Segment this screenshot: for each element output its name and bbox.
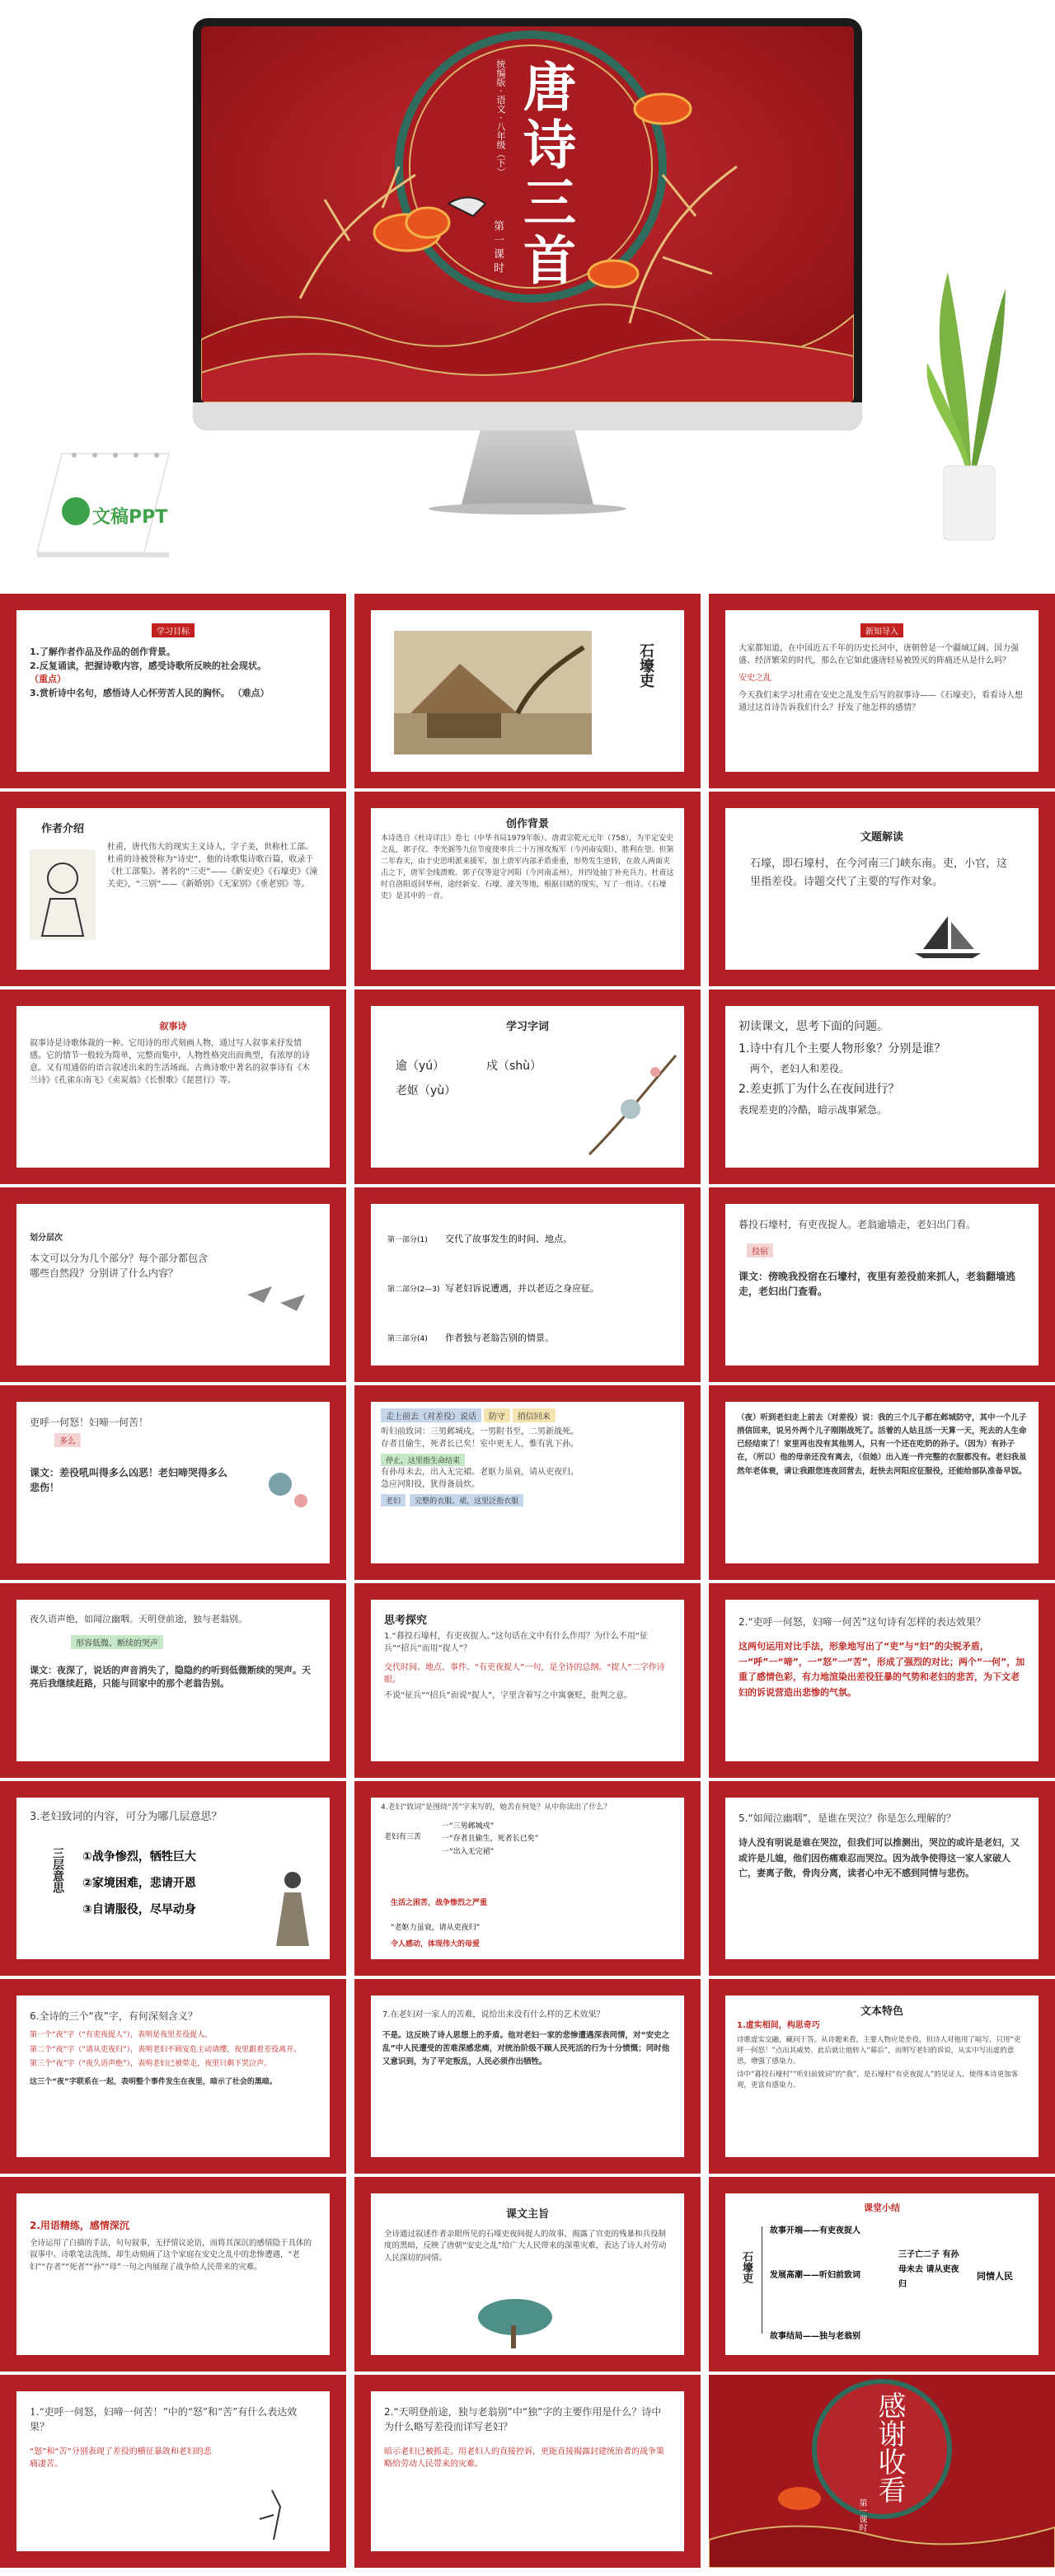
slide-body (16, 637, 330, 700)
slide-poet-attitude (354, 1979, 701, 2174)
figure-icon (260, 1864, 326, 1954)
slide-title-explain (709, 792, 1055, 986)
summary-emotion: 同情人民 (977, 2271, 1013, 2282)
annotation-tag: 防守 (484, 1408, 510, 1422)
slide-card (371, 1995, 684, 2157)
slide-vocabulary (354, 990, 701, 1184)
discussion-answer: 交代时间、地点、事件。“有吏夜捉人”一句，是全诗的总纲。“捉人”二字作诗眼。 (384, 1663, 665, 1685)
night-1: 第一个“夜”字（“有吏夜捉人”），表明是夜里差役捉人。 (30, 2031, 213, 2039)
part-1-text: 交代了故事发生的时间、地点。 (445, 1234, 572, 1244)
feature-heading: 1.虚实相间，构思奇巧 (737, 2021, 820, 2030)
slide-structure-question (0, 1187, 346, 1382)
feature-text: 诗歌虚实交融，藏问于答。从诗题来看，主要人物应是差役，但诗人对他用了暗写，只用“吏呼一何怒！”点出其威势。此后就让他转入“幕后”，而明写老妇的诉说，从实中写出虚的意思，增强了感染力。 (737, 2036, 1021, 2066)
slide-line-4 (0, 1583, 346, 1778)
vocab-1: 逾（yú） (396, 1060, 445, 1073)
poem-title: 石壕吏 (637, 643, 654, 688)
poem-line: 急应河阳役，犹得备晨炊。 (381, 1480, 480, 1489)
slide-speech-layers (0, 1781, 346, 1976)
slide-title: 学习字词 (505, 1021, 549, 1033)
night-summary: 这三个“夜”字联系在一起，表明整个事件发生在夜里，暗示了社会的黑暗。 (30, 2077, 277, 2086)
goal-3: 3.赏析诗中名句，感悟诗人心怀劳苦人民的胸怀。 （难点） (30, 687, 270, 698)
cover-title: 唐诗三首 (514, 59, 576, 290)
cover-lesson: 第一课时 (491, 220, 504, 276)
discussion-question: 3.老妇致词的内容，可分为哪几层意思？ (30, 1811, 223, 1823)
slide-line-3 (354, 1385, 701, 1580)
slide-title: 文本特色 (860, 2005, 903, 2018)
part-2-label: 第二部分(2—3) (387, 1286, 440, 1294)
plant-icon (923, 264, 1014, 544)
slide-card (371, 1204, 684, 1366)
slide-card (371, 1402, 684, 1563)
night-3: 第三个“夜”字（“夜久语声绝”），表明老妇已被带走，夜里只剩下哭泣声。 (30, 2060, 272, 2068)
structure-question-1: 本文可以分为几个部分？每个部分都包含 (30, 1253, 209, 1264)
structure-label: 划分层次 (30, 1234, 63, 1243)
slide-exercise-2 (354, 2375, 701, 2568)
reading-prompt: 初读课文，思考下面的问题。 (738, 1020, 889, 1033)
slide-first-reading (709, 990, 1055, 1184)
village-painting (394, 631, 592, 754)
summary-ending: 故事结局——独与老翁别 (770, 2332, 860, 2341)
discussion-answer: 不是。这反映了诗人思想上的矛盾。他对老妇一家的悲惨遭遇深表同情，对“安史之乱”中人民遭受的苦难深感悲痛，对统治阶级不顾人民死活的行为十分愤慨；同时他又意识到，为了平定叛乱，人民必须作出牺牲。 (382, 2031, 670, 2067)
slide-weeping (709, 1781, 1055, 1976)
slide-features-1 (709, 1979, 1055, 2174)
translation: 课文：傍晚我投宿在石壕村，夜里有差役前来抓人，老翁翻墙逃走，老妇出门查看。 (738, 1271, 1016, 1297)
slide-tag: 课堂小结 (864, 2202, 900, 2213)
intro-question: 今天我们来学习杜甫在安史之乱发生后写的叙事诗——《石壕吏》，看看诗人想通过这首诗告诉我们什么？抒发了他怎样的感情？ (738, 691, 1023, 712)
slide-card (725, 1798, 1039, 1959)
annotation-tag: 多么 (54, 1433, 81, 1447)
slide-summary (709, 2177, 1055, 2372)
hardship-conclusion: 生活之困苦，战争惨烈之严重 (391, 1899, 488, 1907)
slide-card (725, 1995, 1039, 2157)
slide-card (725, 2193, 1039, 2355)
hardship-quote: “老妪力虽衰，请从吏夜归” (391, 1924, 481, 1932)
slide-card (371, 1600, 684, 1761)
slide-title: 思考探究 (384, 1615, 428, 1627)
annotation-tag: 走上前去（对差役）说话 (381, 1408, 481, 1422)
discussion-question: 2.“吏呼一何怒，妇啼一何苦”这句诗有怎样的表达效果？ (738, 1616, 986, 1628)
slide-card (16, 2193, 330, 2355)
annotation-tag: 捎信回来 (513, 1408, 556, 1422)
vocab-3: 老妪（yù） (396, 1084, 457, 1098)
slide-structure-answer (354, 1187, 701, 1382)
annotation-tag: 停止，这里指生命结束 (381, 1454, 465, 1466)
annotation-tag: 完整的衣服。裙，这里泛指衣服 (410, 1494, 523, 1507)
summary-climax: 发展高潮——听妇前致词 (770, 2271, 860, 2280)
poem-line: 夜久语声绝，如闻泣幽咽。天明登前途，独与老翁别。 (30, 1614, 247, 1624)
exercise-question: 1.“吏呼一何怒，妇啼一何苦！”中的“怒”和“苦”有什么表达效果？ (30, 2406, 298, 2433)
cover-edition: 统编版 · 语文 · 八年级（下） (495, 59, 506, 176)
translation-text: （夜）听到老妇走上前去（对差役）说：我的三个儿子都在邺城防守，其中一个儿子捎信回来，说另外两个儿子刚刚战死了。活着的人姑且活一天算一天，死去的人生命已经结束了！家里再也没有其他男人，只有一个还在吃奶的孙子。（因为）有孙子在，（所以）他的母亲还没有离去，（但她）出入连一件完整的衣服都没有。老妇我虽然年老体衰，请让我跟您连夜回营去，赶快去河阳应征服役，还能给部队准备早饭。 (737, 1413, 1027, 1476)
summary-poem: 石壕吏 (740, 2251, 753, 2283)
theme-text: 全诗通过叙述作者亲眼所见的石壕吏夜间捉人的故事，揭露了官吏的残暴和兵役制度的黑暗，反映了唐朝“安史之乱”给广大人民带来的深重灾难，表达了诗人对劳动人民深切的同情。 (384, 2230, 667, 2263)
slide-card (16, 1798, 330, 1959)
cranes-icon (239, 1270, 313, 1319)
slide-features-2 (0, 2177, 346, 2372)
part-3-text: 作者独与老翁告别的情景。 (445, 1333, 554, 1343)
discussion-question: 4.老妇“致词”是围绕“苦”字来写的，她苦在何处？从中你读出了什么？ (381, 1803, 612, 1812)
summary-details: 三子亡二子 有孙母未去 请从吏夜归 (898, 2250, 959, 2289)
monitor-mockup (193, 18, 862, 524)
goal-2: 2.反复诵读，把握诗歌内容，感受诗歌所反映的社会现状。 (30, 660, 266, 671)
slide-card (371, 2193, 684, 2355)
slide-card (725, 1204, 1039, 1366)
slide-card (725, 1006, 1039, 1168)
layer-2: ②家境困难，悲请开恩 (82, 1877, 196, 1891)
slide-background (354, 792, 701, 986)
hardship-3: 一“出入无完裙” (442, 1847, 495, 1856)
feature-heading: 2.用语精练，感情深沉 (30, 2220, 129, 2231)
slide-card (16, 1204, 330, 1366)
discussion-question: 5.“如闻泣幽咽”，是谁在哭泣？你是怎么理解的？ (738, 1812, 956, 1824)
poem-line: 有孙母未去，出入无完裙。老妪力虽衰，请从吏夜归。 (381, 1468, 579, 1477)
layer-3: ③自请服役，尽早动身 (82, 1903, 196, 1917)
narrative-text: 叙事诗是诗歌体裁的一种。它用诗的形式刻画人物，通过写人叙事来抒发情感。它的情节一般较为简单，完整而集中，人物性格突出而典型，有浓厚的诗意。又有用通俗的语言叙述出来的生活场面。古典诗歌中著名的叙事诗有《木兰诗》《孔雀东南飞》《卖炭翁》《长恨歌》《琵琶行》等。 (30, 1039, 310, 1085)
slide-theme (354, 2177, 701, 2372)
answer-2: 表现差吏的冷酷，暗示战事紧急。 (738, 1103, 888, 1116)
discussion-answer: 诗人没有明说是谁在哭泣，但我们可以推测出，哭泣的或许是老妇，又或许是儿媳，他们因伤痛难忍而哭泣。因为战争使得这一家人家破人亡，妻离子散，骨肉分离，读者心中无不感到同情与悲伤。 (738, 1837, 1020, 1879)
slide-discussion-1 (354, 1583, 701, 1778)
vocab-2: 戍（shù） (486, 1060, 542, 1073)
slide-discussion-2 (709, 1583, 1055, 1778)
slide-title: 文题解读 (860, 831, 903, 844)
slide-title: 课文主旨 (505, 2208, 549, 2221)
goal-1: 1.了解作者作品及作品的创作背景。 (30, 646, 176, 657)
hardship-1: 一“三男邺城戍” (442, 1822, 495, 1831)
tree-icon (470, 2292, 560, 2350)
cover-slide (201, 26, 854, 402)
answer-1: 两个，老妇人和差役。 (750, 1063, 850, 1075)
night-2: 第二个“夜”字（“请从吏夜归”），表明老妇不顾安危主动请缨，夜里跟着差役离开。 (30, 2045, 302, 2054)
logo-text: 文稿PPT (92, 507, 168, 528)
goal-2-note: （重点） (30, 674, 66, 684)
exercise-answer: 暗示老妇已被抓走。用老妇人的直接控诉，更能直接揭露封建统治者的战争策略给劳动人民带来的灾难。 (384, 2447, 664, 2469)
intro-text: 大家都知道，在中国近五千年的历史长河中，唐朝曾是一个疆域辽阔、国力强盛、经济繁荣的时代，那么在它如此盛唐轻易被毁灭的阵痛还从是什么吗？ (738, 644, 1019, 665)
slide-card (16, 610, 330, 772)
thanks-lesson: 第一课时 (857, 2498, 866, 2531)
hardship-label: 老妇有三苦 (384, 1833, 422, 1841)
monitor-base (429, 503, 626, 515)
slide-title: 创作背景 (505, 818, 549, 830)
slide-tag: 学习目标 (152, 623, 195, 637)
poem-line: 存者且偷生，死者长已矣！室中更无人，惟有乳下孙。 (381, 1440, 579, 1449)
slide-tag: 新知导入 (860, 623, 903, 637)
slide-card (371, 1006, 684, 1168)
slide-card (371, 2391, 684, 2551)
poem-line: 吏呼一何怒！妇啼一何苦！ (30, 1417, 149, 1428)
slide-card (725, 610, 1039, 772)
monitor-chin (193, 402, 862, 430)
summary-opening: 故事开端——有吏夜捉人 (770, 2226, 860, 2235)
layer-1: ①战争惨烈，牺牲巨大 (82, 1850, 196, 1864)
slide-card (16, 1995, 330, 2157)
discussion-answer-2: 不说“征兵”“招兵”而说“捉人”，字里含着写之中寓褒贬，批判之意。 (384, 1691, 633, 1700)
annotation-tag: 形容低微、断续的哭声 (71, 1635, 163, 1649)
sailboat-icon (898, 912, 997, 961)
logo-icon (62, 497, 90, 525)
slide-three-hardships (354, 1781, 701, 1976)
slide-title-poem (354, 594, 701, 788)
title-explain-text: 石壕，即石壕村，在今河南三门峡东南。吏，小官，这里指差役。诗题交代了主要的写作对象。 (750, 858, 1008, 889)
crane-icon (247, 2482, 297, 2548)
slide-narrative (0, 990, 346, 1184)
layer-label: 三层意思 (51, 1847, 64, 1893)
bird-flower-icon (247, 1451, 321, 1525)
slide-night (0, 1979, 346, 2174)
slide-card (725, 808, 1039, 970)
exercise-answer: “怒”和“苦”分别表现了差役的横征暴敛和老妇的悲痛凄苦。 (30, 2447, 212, 2469)
slide-card (371, 808, 684, 970)
slide-card (371, 610, 684, 772)
annotation-tag: 投宿 (747, 1243, 773, 1257)
slide-translation (709, 1385, 1055, 1580)
part-2-text: 写老妇诉说遭遇，并以老迈之身应征。 (445, 1283, 599, 1294)
discussion-question: 1.“暮投石壕村，有吏夜捉人。”这句话在文中有什么作用？为什么不用“征兵”“招兵”而用“捉人”？ (384, 1632, 649, 1653)
discussion-answer: 这两句运用对比手法，形象地写出了“吏”与“妇”的尖锐矛盾，一“呼”一“啼”，一“怒”一“苦”，形成了强烈的对比；两个“一何”，加重了感情色彩，有力地渲染出差役狂暴的气势和老妇的悲苦，为下文老妇的诉说营造出悲惨的气氛。 (738, 1641, 1025, 1699)
slide-card (16, 1402, 330, 1563)
thanks-title: 感谢收看 (873, 2391, 906, 2503)
hardship-2: 一“存者且偷生，死者长已矣” (442, 1835, 539, 1844)
hero-mockup (0, 0, 1055, 590)
slide-exercise-1 (0, 2375, 346, 2568)
slide-title: 作者介绍 (41, 823, 85, 835)
background-text: 本诗选自《杜诗详注》卷七（中华书局1979年版）。唐肃宗乾元元年（758），为平定安史之乱，郭子仪、李光弼等九位节度使率兵二十万围攻叛军（今河南安阳），胜利在望。但第二年春天，由于史思明派来援军，加上唐军内部矛盾重重，形势发生逆转，在敌人两面夹击之下，唐军全线溃败。郭子仪等退守河阳（今河南孟州），并四处抽丁补充兵力。杜甫这时自洛阳返回华州，途经新安、石壕、潼关等地，根据目睹的现实，写了一组诗。《石壕吏》是其中的一首。 (381, 834, 674, 900)
hardship-conclusion-2: 令人感动，体现伟大的母爱 (391, 1940, 481, 1948)
exercise-question: 2.“天明登前途，独与老翁别”中“独”字的主要作用是什么？诗中为什么略写差役而详写老妇？ (384, 2406, 662, 2433)
discussion-question: 7.在老妇对一家人的苦难，说给出来没有什么样的艺术效果？ (382, 2010, 605, 2019)
slide-card (16, 1600, 330, 1761)
intro-keyword: 安史之乱 (738, 674, 771, 683)
translation: 课文：夜深了，说话的声音消失了，隐隐约约听到低微断续的哭声。天亮后我继续赶路，只能与回家中的那个老翁告别。 (30, 1664, 311, 1689)
slide-card (16, 808, 330, 970)
slide-line-2 (0, 1385, 346, 1580)
slide-author (0, 792, 346, 986)
slide-card (16, 2391, 330, 2551)
slide-card (725, 1402, 1039, 1563)
poem-line: 暮投石壕村，有吏夜捉人。老翁逾墙走，老妇出门看。 (738, 1219, 977, 1230)
annotation-tag: 老妇 (381, 1494, 406, 1507)
poem-line: 听妇前致词：三男邺城戍。一男附书至，二男新战死。 (381, 1427, 579, 1436)
portrait-icon (30, 849, 96, 940)
translation: 课文：差役吼叫得多么凶恶！老妇啼哭得多么悲伤！ (30, 1467, 228, 1493)
slide-thanks (709, 2375, 1055, 2568)
part-1-label: 第一部分(1) (387, 1236, 428, 1244)
feature-text-2: 诗中“暮投石壕村”“听妇前致词”的“我”，是石壕村“有吏夜捉人”的见证人，使得本诗更加客观，更富有感染力。 (737, 2071, 1019, 2089)
monitor-stand (462, 430, 593, 505)
slide-card (725, 1600, 1039, 1761)
structure-question-2: 哪些自然段？分别讲了什么内容？ (30, 1267, 179, 1279)
part-3-label: 第三部分(4) (387, 1335, 428, 1343)
slide-intro (709, 594, 1055, 788)
bird-branch-icon (581, 1039, 680, 1163)
author-bio: 杜甫，唐代伟大的现实主义诗人，字子美，世称杜工部。杜甫的诗被誉称为“诗史”，他的诗歌集诗歌百篇，收录于《杜工部集》。著名的“三吏”——《新安吏》《石壕吏》《潼关吏》，“三别”——《新婚别》《无家别》《垂老别》等。 (107, 843, 318, 889)
question-1: 1.诗中有几个主要人物形象？分别是谁？ (738, 1041, 946, 1055)
slide-learning-goals (0, 594, 346, 788)
feature-text: 全诗运用了白描的手法，句句叙事，无抒情议论语，而将其深沉的感情隐于具体的叙事中。诗歌笔法洗练，却生动刻画了这个家庭在安史之乱中的悲惨遭遇，“老妇”“存者”“死者”“孙”“母”一句之内展现了战争给人民带来的灾难。 (30, 2239, 312, 2272)
slide-card (371, 1798, 684, 1959)
slide-card (16, 1006, 330, 1168)
slide-line-1 (709, 1187, 1055, 1382)
discussion-question: 6.全诗的三个“夜”字，有何深刻含义？ (30, 2010, 198, 2022)
slide-tag: 叙事诗 (159, 1021, 187, 1032)
question-2: 2.差吏抓丁为什么在夜间进行？ (738, 1082, 900, 1096)
